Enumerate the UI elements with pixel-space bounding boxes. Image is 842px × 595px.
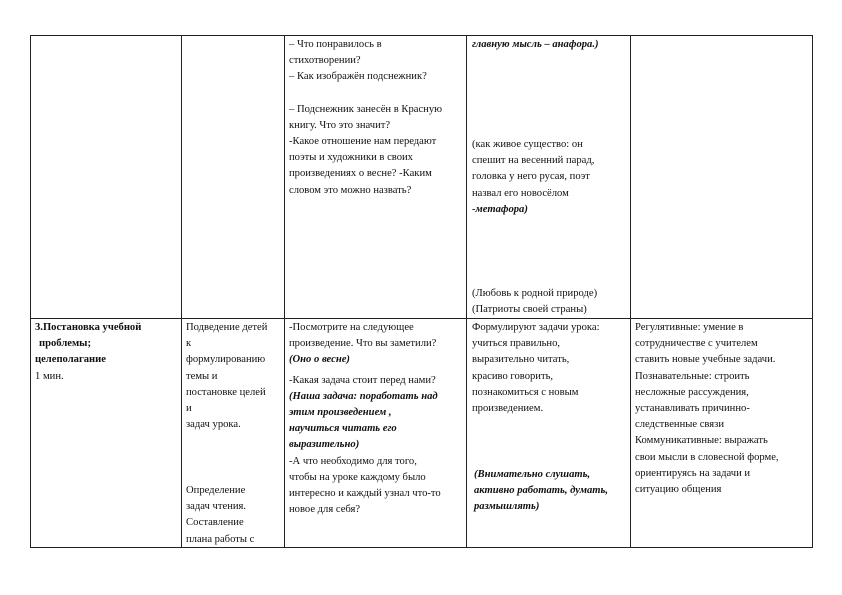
table-row-divider (30, 318, 812, 319)
text-line: к (186, 338, 192, 350)
uud-cell (635, 320, 811, 498)
text-line: познакомиться с новым (472, 386, 579, 398)
table-border-bottom (30, 547, 812, 548)
student-activity-italic (474, 467, 629, 516)
text-line: Подведение детей (186, 322, 268, 333)
answer-line: этим произведением , (289, 407, 392, 419)
text-line: формулированию (186, 354, 266, 366)
answer-line: научиться читать его (289, 423, 397, 435)
text-line: произведение. Что вы заметили? (289, 338, 437, 350)
text-line: устанавливать причинно- (635, 403, 750, 415)
text-line: стихотворении? (289, 55, 361, 67)
text-line: плана работы с (186, 533, 255, 545)
text-line: ориентируясь на задачи и (635, 467, 751, 479)
text-line: произведениях о весне? -Каким (289, 168, 432, 180)
text-line: (Патриоты своей страны) (472, 304, 587, 316)
stage-title: проблемы; (39, 338, 91, 350)
text-line: книгу. Что это значит? (289, 119, 391, 131)
text-line: -Какая задача стоит перед нами? (289, 374, 436, 386)
stage-cell (35, 320, 180, 385)
table-col-divider-2 (284, 35, 285, 548)
row1-teacher-cell (289, 37, 465, 199)
student-activity-cell (472, 320, 629, 417)
text-line: (Любовь к родной природе) (472, 288, 598, 299)
text-line: чтобы на уроке каждому было (289, 471, 426, 483)
stage-title: целеполагание (35, 354, 106, 366)
text-line: ставить новые учебные задачи. (635, 354, 776, 366)
text-line: постановке целей (186, 386, 266, 398)
table-col-divider-3 (466, 35, 467, 548)
methods-cell-part2 (186, 483, 283, 548)
text-line: головка у него русая, поэт (472, 171, 590, 183)
metaphor-term: -метафора) (472, 203, 528, 215)
answer-line: (Внимательно слушать, (474, 469, 591, 480)
text-line: словом это можно назвать? (289, 184, 412, 196)
table-col-divider-1 (181, 35, 182, 548)
answer-line: (Оно о весне) (289, 354, 350, 366)
table-border-left (30, 35, 31, 548)
text-line: – Как изображён подснежник? (289, 71, 427, 83)
anaphora-note: главную мысль – анафора.) (472, 39, 599, 50)
love-of-nature-answer (472, 286, 629, 318)
text-line: спешит на весенний парад, (472, 155, 595, 167)
text-line: свои мысли в словесной форме, (635, 451, 779, 463)
table-col-divider-4 (630, 35, 631, 548)
text-line: несложные рассуждения, (635, 386, 749, 398)
text-line: интересно и каждый узнал что-то (289, 488, 441, 500)
text-line: задач урока. (186, 419, 241, 431)
text-line: следственные связи (635, 419, 725, 431)
text-line: Регулятивные: умение в (635, 322, 744, 333)
text-line: новое для себя? (289, 504, 361, 516)
text-line: Формулируют задачи урока: (472, 322, 600, 333)
text-line: произведением. (472, 403, 544, 415)
metaphor-answer (472, 137, 629, 218)
answer-line: (Наша задача: поработать над (289, 390, 438, 402)
stage-duration: 1 мин. (35, 370, 64, 382)
text-line: учиться правильно, (472, 338, 561, 350)
text-line: сотрудничестве с учителем (635, 338, 758, 350)
table-border-top (30, 35, 812, 36)
text-line: – Подснежник занесён в Красную (289, 103, 443, 115)
text-line: -Какое отношение нам передают (289, 136, 437, 148)
answer-line: выразительно) (289, 439, 360, 451)
stage-title: 3.Постановка учебной (35, 322, 142, 333)
answer-line: активно работать, думать, (474, 485, 609, 497)
text-line: Познавательные: строить (635, 370, 750, 382)
text-line: задач чтения. (186, 501, 247, 513)
text-line: – Что понравилось в (289, 39, 382, 50)
text-line: Коммуникативные: выражать (635, 435, 768, 447)
text-line: ситуацию общения (635, 484, 722, 496)
text-line: -А что необходимо для того, (289, 455, 417, 467)
text-line: Определение (186, 485, 246, 496)
text-line: выразительно читать, (472, 354, 570, 366)
text-line: поэты и художники в своих (289, 152, 413, 164)
text-line: -Посмотрите на следующее (289, 322, 414, 333)
teacher-activity-cell (289, 320, 465, 518)
row1-students-cell (472, 37, 629, 53)
text-line: назвал его новосёлом (472, 187, 569, 199)
text-line: красиво говорить, (472, 370, 554, 382)
text-line: и (186, 403, 192, 415)
text-line: (как живое существо: он (472, 139, 583, 150)
text-line: Составление (186, 517, 244, 529)
table-border-right (812, 35, 813, 548)
answer-line: размышлять) (474, 501, 540, 513)
methods-cell (186, 320, 283, 433)
text-line: темы и (186, 370, 218, 382)
